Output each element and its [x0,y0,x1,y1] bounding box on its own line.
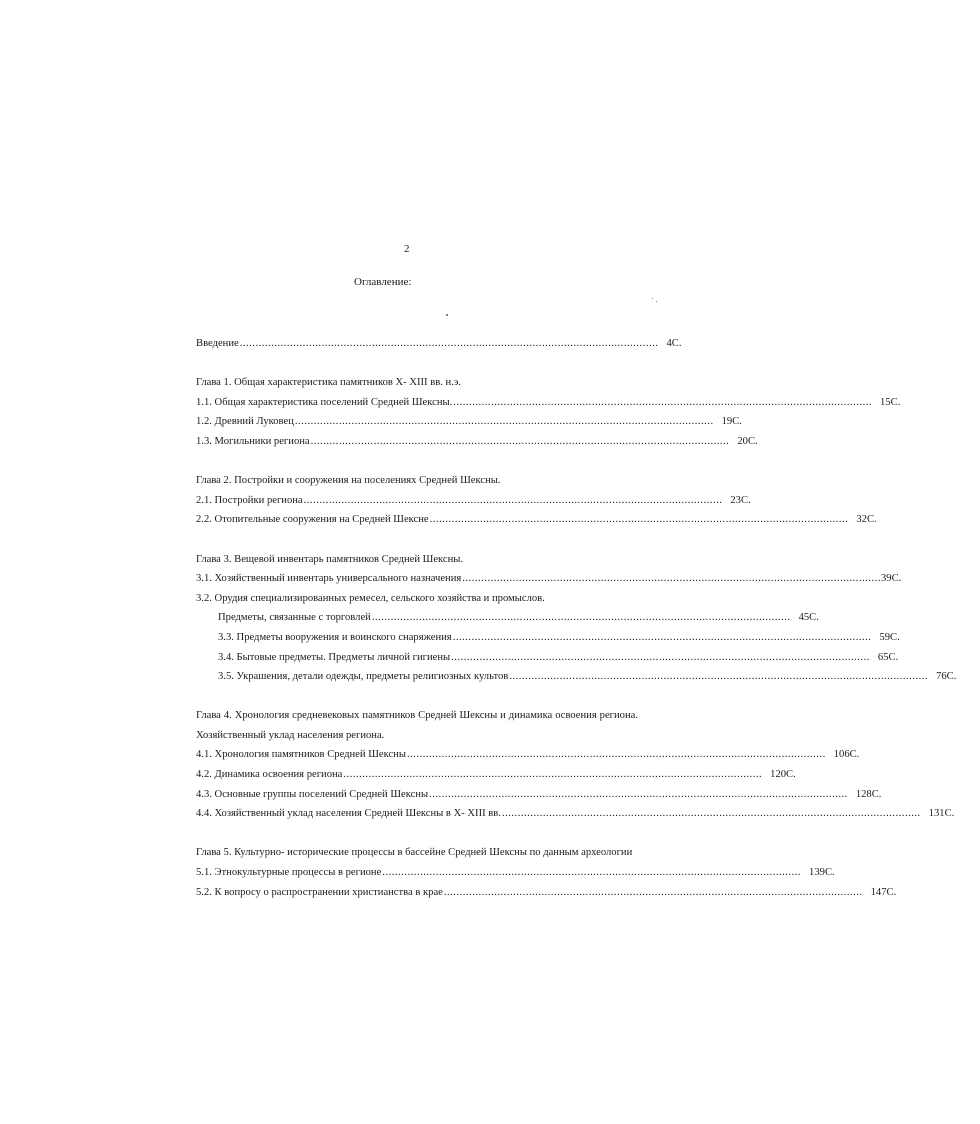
scan-speck [446,314,448,316]
toc-entry [196,785,882,805]
toc-entry [196,569,902,589]
dot-leader: ..................................................................................................................................... [239,338,659,349]
toc-entry [196,745,860,765]
chapter-3-title: Глава 3. Вещевой инвентарь памятников Средней Шексны. [196,553,464,565]
toc-entry-label: 1.2. Древний Луковец [196,416,294,428]
toc-entry-label: 1.1. Общая характеристика поселений Средней Шексны. [196,396,453,408]
toc-entry-page: 32С. [856,514,877,526]
dot-leader: ..................................................................................................................................... [451,651,870,663]
toc-entry-page: 19С. [721,416,742,428]
toc-entry-page: 76С. [936,671,957,683]
toc-entry-page: 39С. [881,573,902,585]
dot-leader: ..................................................................................................................................... [429,514,849,526]
toc-entry [196,432,758,452]
toc-entry-page: 128С. [855,788,882,800]
toc-entry-label: Введение [196,338,239,349]
toc-entry-page: 139С. [809,867,835,879]
toc-entry-label: 4.4. Хозяйственный уклад населения Средней Шексны в X- XIII вв. [196,808,501,820]
toc-entry-page: 15С. [880,396,901,408]
toc-entry [196,510,877,530]
toc-entry-intro [196,334,682,354]
toc-entry-page: 120С. [770,769,796,781]
toc-entry [196,608,819,628]
toc-entry-page: 20С. [737,435,758,447]
toc-entry-page: 131С. [928,808,955,820]
dot-leader: ..................................................................................................................................... [462,573,881,585]
dot-leader: ..................................................................................................................................... [343,769,763,781]
toc-entry-label: Предметы, связанные с торговлей [218,612,371,624]
dot-leader: ..................................................................................................................................... [452,631,872,643]
page-number: 2 [404,243,410,255]
dot-leader: ..................................................................................................................................... [303,494,723,506]
scan-speck [656,301,657,302]
scan-speck [652,298,653,299]
toc-entry [196,589,638,609]
dot-leader: ..................................................................................................................................... [429,788,848,800]
chapter-1-title: Глава 1. Общая характеристика памятников X- XIII вв. н.э. [196,377,462,389]
toc-title: Оглавление: [354,276,412,288]
toc-entry [196,628,900,648]
toc-entry-page: 106С. [833,749,860,761]
chapter-4-title: Глава 4. Хронология средневековых памятников Средней Шексны и динамика освоения региона. Хозяйственный уклад населения региона. [196,710,638,741]
dot-leader: ..................................................................................................................................... [406,749,826,761]
toc-entry [196,393,901,413]
toc-entry [196,648,899,668]
dot-leader: ..................................................................................................................................... [294,416,714,428]
toc-entry [196,883,897,903]
toc-entry-page: 147С. [870,886,897,898]
dot-leader: ..................................................................................................................................... [509,671,929,683]
toc-entry-label: 3.3. Предметы вооружения и воинского снаряжения [218,631,452,643]
toc-entry-label: 1.3. Могильники региона [196,435,310,447]
toc-entry-page: 59С. [879,631,900,643]
dot-leader: ..................................................................................................................................... [310,435,730,447]
toc-entry-label: 4.1. Хронология памятников Средней Шексны [196,749,406,761]
dot-leader: ..................................................................................................................................... [382,867,802,879]
toc-entry-label: 5.2. К вопросу о распространении христианства в крае [196,886,443,898]
chapter-2-title: Глава 2. Постройки и сооружения на поселениях Средней Шексны. [196,475,501,487]
toc-entry-label: 3.1. Хозяйственный инвентарь универсального назначения [196,573,462,585]
toc-entry [196,804,955,824]
toc-entry-label: 3.2. Орудия специализированных ремесел, сельского хозяйства и промыслов. [196,592,545,604]
toc-entry-page: 45С. [798,612,819,624]
toc-entry-label: 2.1. Постройки региона [196,494,303,506]
toc-entry-label: 4.3. Основные группы поселений Средней Шексны [196,788,429,800]
dot-leader: ..................................................................................................................................... [453,396,873,408]
toc-entry-label: 3.4. Бытовые предметы. Предметы личной гигиены [218,651,451,663]
dot-leader: ..................................................................................................................................... [443,886,863,898]
toc-entry [196,765,796,785]
toc-entry-label: 3.5. Украшения, детали одежды, предметы религиозных культов [218,671,509,683]
toc-entry-page: 4С. [666,338,682,349]
toc-entry-page: 23С. [730,494,751,506]
toc-entry-label: 4.2. Динамика освоения региона [196,769,343,781]
dot-leader: ..................................................................................................................................... [371,612,791,624]
toc-entry [196,412,742,432]
toc-entry [196,863,835,883]
toc-entry-label: 2.2. Отопительные сооружения на Средней Шексне [196,514,429,526]
toc-entry [196,491,751,511]
dot-leader: ..................................................................................................................................... [501,808,921,820]
toc-entry-page: 65С. [877,651,899,663]
toc-entry [196,667,957,687]
toc-entry-label: 5.1. Этнокультурные процессы в регионе [196,867,382,879]
table-of-contents [196,334,957,902]
chapter-5-title: Глава 5. Культурно- исторические процессы в бассейне Средней Шексны по данным археологии [196,847,633,859]
